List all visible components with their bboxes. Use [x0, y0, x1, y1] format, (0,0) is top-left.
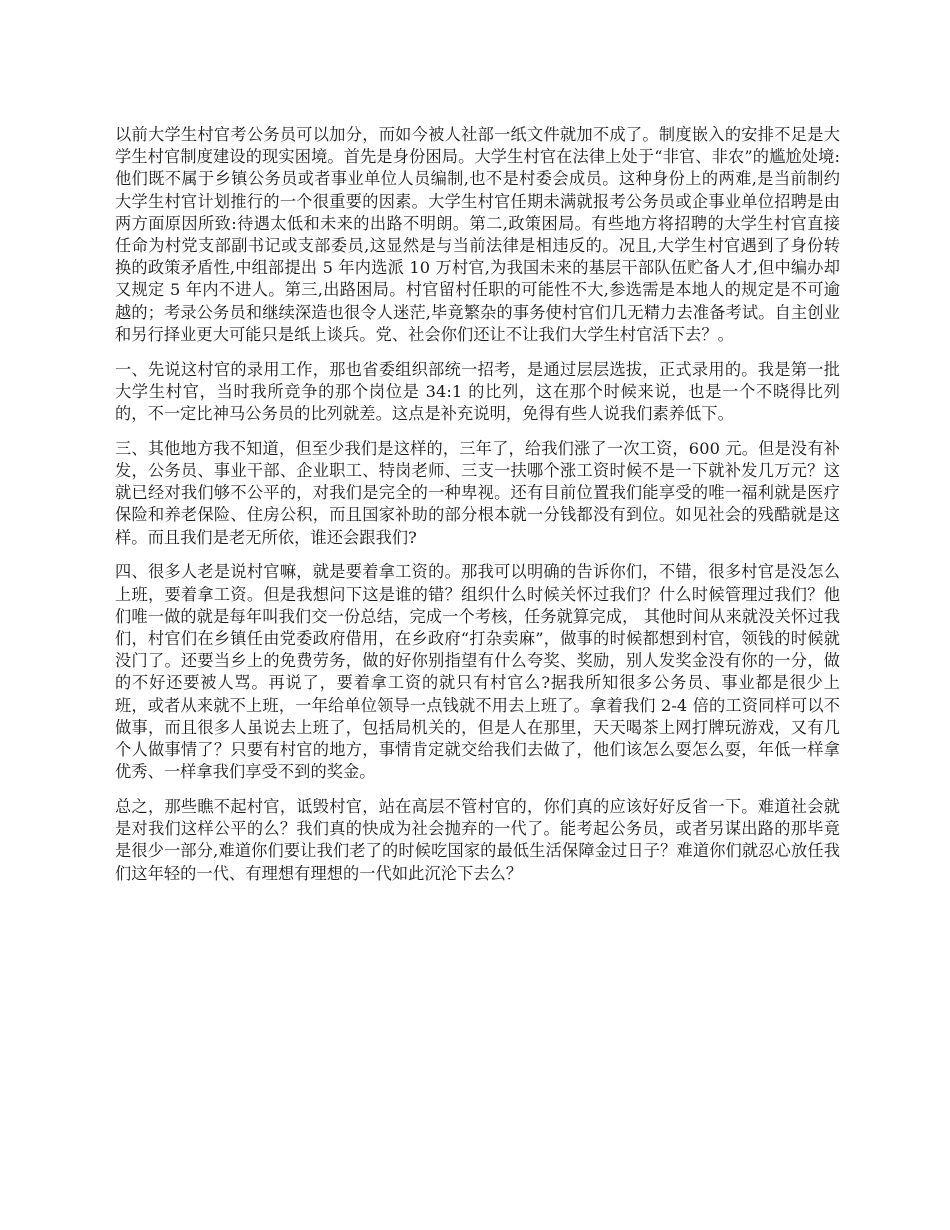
paragraph-point-four: 四、很多人老是说村官嘛，就是要着拿工资的。那我可以明确的告诉你们，不错，很多村官是没怎么上班，要着拿工资。但是我想问下这是谁的错？组织什么时候关怀过我们？什么时候管理过我们？他们唯一做的就是每年叫我们交一份总结，完成一个考核，任务就算完成， 其他时间从来就没关怀过我们，村官们在乡镇任由党委政府借用，在乡政府“打杂卖麻”，做事的时候都想到村官，领钱的时候就没门了。还要当乡上的免费劳务，做的好你别指望有什么夸奖、奖励，别人发奖金没有你的一分，做的不好还要被人骂。再说了，要着拿工资的就只有村官么?据我所知很多公务员、事业都是很少上班，或者从来就不上班，一年给单位领导一点钱就不用去上班了。拿着我们 2-4 倍的工资同样可以不做事，而且很多人虽说去上班了，包括局机关的，但是人在那里，天天喝茶上网打牌玩游戏，又有几个人做事情了？只要有村官的地方，事情肯定就交给我们去做了，他们该怎么耍怎么耍，年低一样拿优秀、一样拿我们享受不到的奖金。 [115, 562, 840, 782]
paragraph-point-three: 三、其他地方我不知道，但至少我们是这样的，三年了，给我们涨了一次工资，600 元。但是没有补发，公务员、事业干部、企业职工、特岗老师、三支一扶哪个涨工资时候不是一下就补发几万元？这就已经对我们够不公平的，对我们是完全的一种卑视。还有目前位置我们能享受的唯一福利就是医疗保险和养老保险、住房公积，而且国家补助的部分根本就一分钱都没有到位。如见社会的残酷就是这样。而且我们是老无所依，谁还会跟我们? [115, 438, 840, 547]
paragraph-intro: 以前大学生村官考公务员可以加分，而如今被人社部一纸文件就加不成了。制度嵌入的安排不足是大学生村官制度建设的现实困境。首先是身份困局。大学生村官在法律上处于“非官、非农”的尴尬处境:他们既不属于乡镇公务员或者事业单位人员编制,也不是村委会成员。这种身份上的两难,是当前制约大学生村官计划推行的一个很重要的因素。大学生村官任期未满就报考公务员或企事业单位招聘是由两方面原因所致:待遇太低和未来的出路不明朗。第二,政策困局。有些地方将招聘的大学生村官直接任命为村党支部副书记或支部委员,这显然是与当前法律是相违反的。况且,大学生村官遇到了身份转换的政策矛盾性,中组部提出 5 年内选派 10 万村官,为我国未来的基层干部队伍贮备人才,但中编办却又规定 5 年内不进人。第三,出路困局。村官留村任职的可能性不大,参选需是本地人的规定是不可逾越的；考录公务员和继续深造也很令人迷茫,毕竟繁杂的事务使村官们几无精力去准备考试。自主创业和另行择业更大可能只是纸上谈兵。党、社会你们还让不让我们大学生村官活下去？。 [115, 125, 840, 344]
paragraph-point-one: 一、先说这村官的录用工作，那也省委组织部统一招考，是通过层层选拔，正式录用的。我是第一批大学生村官，当时我所竞争的那个岗位是 34:1 的比列，这在那个时候来说，也是一个不晓得比列的，不一定比神马公务员的比列就差。这点是补充说明，免得有些人说我们素养低下。 [115, 359, 840, 424]
paragraph-conclusion: 总之，那些瞧不起村官，诋毁村官，站在高层不管村官的，你们真的应该好好反省一下。难道社会就是对我们这样公平的么？我们真的快成为社会抛弃的一代了。能考起公务员，或者另谋出路的那毕竟是很少一部分,难道你们要让我们老了的时候吃国家的最低生活保障金过日子？难道你们就忍心放任我们这年轻的一代、有理想有理想的一代如此沉沦下去么？ [115, 797, 840, 883]
document-body [115, 124, 840, 897]
